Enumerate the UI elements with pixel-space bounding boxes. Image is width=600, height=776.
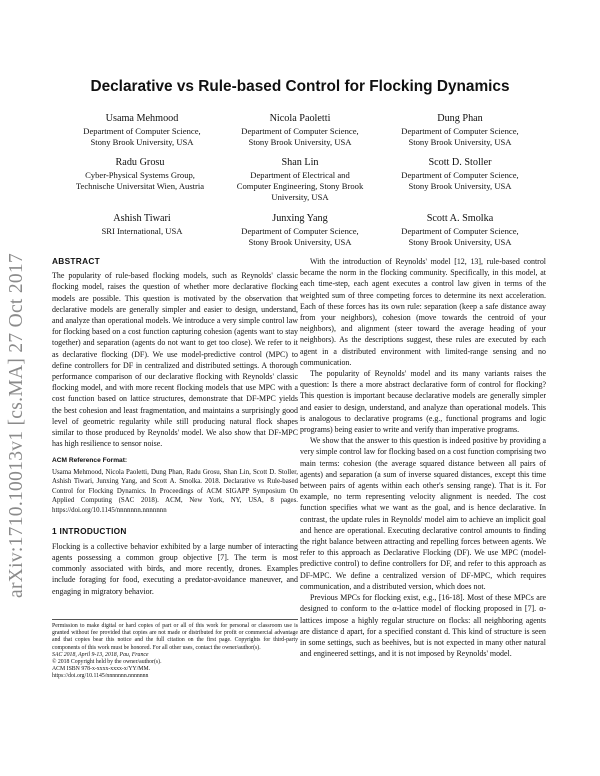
author-affiliation: Stony Brook University, USA xyxy=(248,237,352,247)
author-affiliation: Department of Computer Science, xyxy=(83,126,201,136)
author-affiliation: Department of Computer Science, xyxy=(241,126,359,136)
right-column xyxy=(300,256,546,659)
author-name: Radu Grosu xyxy=(115,157,165,168)
author-name: Scott D. Stoller xyxy=(428,157,492,168)
author-affiliation: Stony Brook University, USA xyxy=(408,137,512,147)
copyright-footnote xyxy=(52,623,298,681)
author-name: Junxing Yang xyxy=(272,213,328,224)
author-name: Shan Lin xyxy=(281,157,319,168)
author-name: Ashish Tiwari xyxy=(113,213,171,224)
author-block xyxy=(376,212,544,248)
abstract-text: The popularity of rule-based flocking models, such as Reynolds' classic flocking model, raises the question of whether more declarative flocking models are possible. This question is motivated by the observation that declarative models are generally simpler and easier to design, understand, and analyze than operational models. We introduce a very simple control law for flocking based on a cost function capturing cohesion (agents want to stay together) and separation (agents do not want to get too close). We refer to it as declarative flocking (DF). We use model-predictive control (MPC) to define controllers for DF in centralized and distributed settings. A thorough performance comparison of our declarative flocking with Reynolds' classic flocking model, and with more recent flocking models that use MPC with a cost function based on lattice structures, demonstrate that DF-MPC yields the best cohesion and least fragmentation, and maintains a surprisingly good level of geometric regularity while still producing natural flock shapes similar to those produced by Reynolds' model. We also show that DF-MPC has high resilience to sensor noise. xyxy=(52,271,298,449)
paper-title: Declarative vs Rule-based Control for Flocking Dynamics xyxy=(90,78,510,95)
author-name: Usama Mehmood xyxy=(105,113,179,124)
arxiv-stamp: arXiv:1710.10013v1 [cs.MA] 27 Oct 2017 xyxy=(6,252,27,598)
author-affiliation: Stony Brook University, USA xyxy=(248,137,352,147)
conference-line: SAC 2018, April 9-13, 2018, Pau, France xyxy=(52,651,149,658)
intro-paragraph: Flocking is a collective behavior exhibited by a large number of interacting agents possessing a common group objective [7]. The term is most commonly associated with birds, and more recently, drones. Examples include foraging for food, executing a predator-avoidance maneuver, and engaging in migratory behavior. xyxy=(52,541,298,596)
author-affiliation: Department of Computer Science, xyxy=(401,126,519,136)
section-heading-introduction: 1 INTRODUCTION xyxy=(52,525,127,536)
left-column xyxy=(52,256,298,597)
footnote-divider xyxy=(52,619,298,620)
author-block xyxy=(58,112,226,148)
author-block xyxy=(56,156,224,192)
author-affiliation: Department of Computer Science, xyxy=(401,170,519,180)
body-paragraph: Previous MPCs for flocking exist, e.g., [16-18]. Most of these MPCs are designed to conform to the α-lattice model of flocking proposed in [7]. α-lattices impose a highly regular structure on flocks: all neighboring agents are distance d apart, for a specified constant d. This kind of structure is seen in some settings, such as beehives, but is not expected in many other natural and engineered settings, and it is not imposed by Reynolds' model. xyxy=(300,593,546,659)
acm-reference-heading: ACM Reference Format: xyxy=(52,457,128,465)
author-affiliation: University, USA xyxy=(271,192,329,202)
body-paragraph: With the introduction of Reynolds' model [12, 13], rule-based control became the norm in the flocking community. Specifically, in this model, at each time-step, each agent executes a control law given in terms of the weighted sum of three competing forces to determine its next acceleration. Each of these forces has its own rule: separation (keep a safe distance away from your neighbors), cohesion (move towards the centroid of your neighbors), and alignment (steer toward the average heading of your neighbors). As the descriptions suggest, these rules are executed by each agent in a distributed environment with limited-range sensing and no communication. xyxy=(300,257,546,367)
author-block xyxy=(216,212,384,248)
author-affiliation: Cyber-Physical Systems Group, xyxy=(85,170,195,180)
author-affiliation: Department of Electrical and xyxy=(250,170,350,180)
permission-notice: Permission to make digital or hard copies of part or all of this work for personal or classroom use is granted without fee provided that copies are not made or distributed for profit or commercial advantage and that copies bear this notice and the full citation on the first page. Copyrights for third-party components of this work must be honored. For all other uses, contact the owner/author(s). xyxy=(52,623,298,651)
author-block xyxy=(376,156,544,192)
author-block xyxy=(216,156,384,203)
author-affiliation: SRI International, USA xyxy=(101,226,183,236)
copyright-line: © 2018 Copyright held by the owner/author(s). xyxy=(52,659,162,666)
doi-line: https://doi.org/10.1145/nnnnnnn.nnnnnnn xyxy=(52,673,149,680)
abstract-heading: ABSTRACT xyxy=(52,256,101,266)
author-affiliation: Department of Computer Science, xyxy=(241,226,359,236)
body-paragraph: The popularity of Reynolds' model and its many variants raises the question: Is there a more abstract declarative form of control for flocking? This question is important because declarative models are generally simpler and easier to design, understand, and analyze than operational models. This is analogous to declarative programs (e.g., functional programs and logic programs) being easier to write and verify than imperative programs. xyxy=(300,369,546,435)
author-name: Nicola Paoletti xyxy=(269,113,331,124)
acm-reference-text: Usama Mehmood, Nicola Paoletti, Dung Phan, Radu Grosu, Shan Lin, Scott D. Stoller, Ashish Tiwari, Junxing Yang, and Scott A. Smolka. 2018. Declarative vs Rule-based Control for Flocking Dynamics. In Proceedings of ACM SIGAPP Symposium On Applied Computing (SAC 2018). ACM, New York, NY, USA, 8 pages. https://doi.org/10.1145/nnnnnnn.nnnnnnn xyxy=(52,468,298,515)
author-block xyxy=(216,112,384,148)
author-affiliation: Computer Engineering, Stony Brook xyxy=(236,181,364,191)
author-affiliation: Stony Brook University, USA xyxy=(408,237,512,247)
author-affiliation: Department of Computer Science, xyxy=(401,226,519,236)
author-name: Dung Phan xyxy=(437,113,483,124)
body-paragraph: We show that the answer to this question is indeed positive by providing a very simple control law for flocking based on a cost function comprising two main terms: cohesion (the average squared distance between all pairs of agents) and separation (a sum of inverse squared distances, except this time between pairs of agents within each other's sensing range). That is it. For example, no term representing velocity alignment is needed. The cost function specifies what we want as the goal, and is hence declarative. In contrast, the update rules in Reynolds' model aim to achieve an implicit goal and hence are operational. Executing declarative control amounts to finding the right balance between attracting and repelling forces between agents. We refer to this approach as Declarative Flocking (DF). We use MPC (model-predictive control) to define controllers for DF, and refer to this approach as DF-MPC. We define a centralized version of DF-MPC, which requires communication, and a distributed version, which does not. xyxy=(300,436,546,591)
author-affiliation: Stony Brook University, USA xyxy=(90,137,194,147)
author-block xyxy=(376,112,544,148)
author-block xyxy=(58,212,226,237)
author-affiliation: Stony Brook University, USA xyxy=(408,181,512,191)
author-affiliation: Technische Universitat Wien, Austria xyxy=(75,181,205,191)
author-name: Scott A. Smolka xyxy=(426,213,494,224)
isbn-line: ACM ISBN 978-x-xxxx-xxxx-x/YY/MM. xyxy=(52,666,151,673)
